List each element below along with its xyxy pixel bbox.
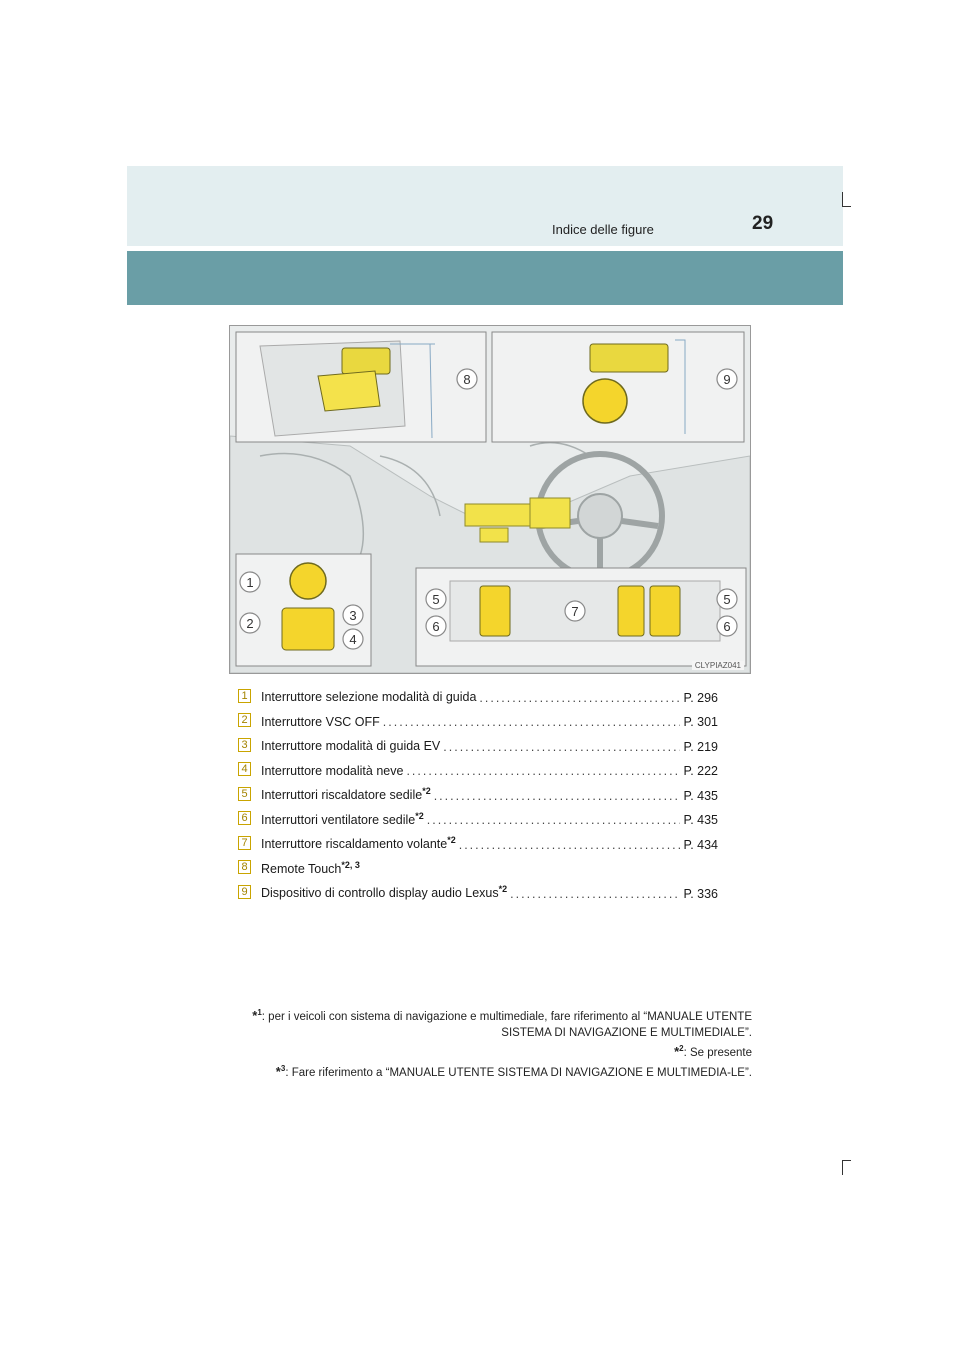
header-band bbox=[127, 166, 843, 246]
page-reference[interactable]: P. 219 bbox=[683, 739, 718, 754]
callout-label-3: 3 bbox=[349, 608, 357, 623]
interior-illustration bbox=[229, 325, 751, 674]
crop-mark-bottom bbox=[842, 1160, 851, 1175]
list-item bbox=[238, 827, 718, 852]
callout-label-6-left: 6 bbox=[432, 619, 440, 634]
callout-label-5-right: 5 bbox=[723, 592, 731, 607]
callout-label-9: 9 bbox=[723, 372, 731, 387]
page-reference[interactable]: P. 435 bbox=[683, 813, 718, 827]
dot-leader bbox=[434, 789, 681, 803]
item-number: 9 bbox=[238, 885, 251, 899]
page-reference[interactable]: P. 336 bbox=[683, 886, 718, 901]
callout-label-7: 7 bbox=[571, 604, 579, 619]
item-label: Interruttore selezione modalità di guida bbox=[261, 690, 477, 705]
page-section-title: Indice delle figure bbox=[552, 222, 654, 237]
item-label: Remote Touch$^{*2, 3}$ bbox=[261, 859, 360, 876]
crop-mark-top bbox=[842, 192, 851, 207]
list-item bbox=[238, 729, 718, 754]
item-label: Dispositivo di controllo display audio Lexus$^{*2}$ bbox=[261, 884, 508, 901]
item-number: 2 bbox=[238, 713, 251, 727]
callout-label-2: 2 bbox=[246, 616, 254, 631]
footnotes bbox=[200, 1005, 752, 1080]
dot-leader bbox=[479, 691, 680, 705]
dot-leader bbox=[459, 838, 681, 852]
page-reference[interactable]: P. 434 bbox=[683, 837, 718, 852]
callout-label-5-left: 5 bbox=[432, 592, 440, 607]
audio-control-inset bbox=[492, 332, 744, 442]
dot-leader bbox=[383, 715, 681, 729]
footnote-1: *$^1$: per i veicoli con sistema di navigazione e multimediale, fare riferimento al “MANUALE UTENTE SISTEMA DI NAVIGAZIONE E MULTIMEDIALE”. bbox=[252, 1007, 752, 1039]
item-label: Interruttore riscaldamento volante$^{*2}$ bbox=[261, 835, 456, 852]
callout-label-1: 1 bbox=[246, 575, 254, 590]
component-list bbox=[238, 680, 718, 901]
list-item bbox=[238, 778, 718, 803]
item-number: 3 bbox=[238, 738, 251, 752]
list-item bbox=[238, 754, 718, 779]
item-label: Interruttore modalità di guida EV bbox=[261, 739, 441, 754]
interior-drawing bbox=[230, 326, 750, 673]
item-number: 6 bbox=[238, 811, 251, 825]
footnote-2: *$^2$: Se presente bbox=[674, 1043, 752, 1059]
item-number: 4 bbox=[238, 762, 251, 776]
remote-touch-inset bbox=[236, 332, 486, 442]
callout-label-6-right: 6 bbox=[723, 619, 731, 634]
callout-label-4: 4 bbox=[349, 632, 357, 647]
item-label: Interruttore VSC OFF bbox=[261, 715, 380, 729]
page-number: 29 bbox=[752, 213, 774, 234]
list-item bbox=[238, 803, 718, 828]
item-number: 5 bbox=[238, 787, 251, 801]
item-number: 7 bbox=[238, 836, 251, 850]
dot-leader bbox=[406, 764, 680, 778]
dot-leader bbox=[510, 887, 680, 901]
item-number: 1 bbox=[238, 689, 251, 703]
item-label: Interruttori ventilatore sedile$^{*2}$ bbox=[261, 810, 424, 827]
list-item bbox=[238, 680, 718, 705]
page-reference[interactable]: P. 222 bbox=[683, 764, 718, 778]
page-reference[interactable]: P. 301 bbox=[683, 715, 718, 729]
list-item bbox=[238, 852, 718, 877]
list-item bbox=[238, 705, 718, 730]
list-item bbox=[238, 876, 718, 901]
callout-label-8: 8 bbox=[463, 372, 471, 387]
drive-mode-inset bbox=[236, 554, 371, 666]
page-reference[interactable]: P. 435 bbox=[683, 788, 718, 803]
item-label: Interruttore modalità neve bbox=[261, 764, 404, 778]
footnote-3: *$^3$: Fare riferimento a “MANUALE UTENTE SISTEMA DI NAVIGAZIONE E MULTIMEDIA-LE”. bbox=[275, 1063, 752, 1079]
seat-switch-inset bbox=[416, 568, 746, 666]
dot-leader bbox=[443, 740, 680, 754]
dot-leader bbox=[427, 813, 681, 827]
header-bar bbox=[127, 251, 843, 305]
item-number: 8 bbox=[238, 860, 251, 874]
page-reference[interactable]: P. 296 bbox=[683, 690, 718, 705]
image-code: CLYPIAZ041 bbox=[692, 661, 744, 670]
item-label: Interruttori riscaldatore sedile$^{*2}$ bbox=[261, 786, 431, 803]
